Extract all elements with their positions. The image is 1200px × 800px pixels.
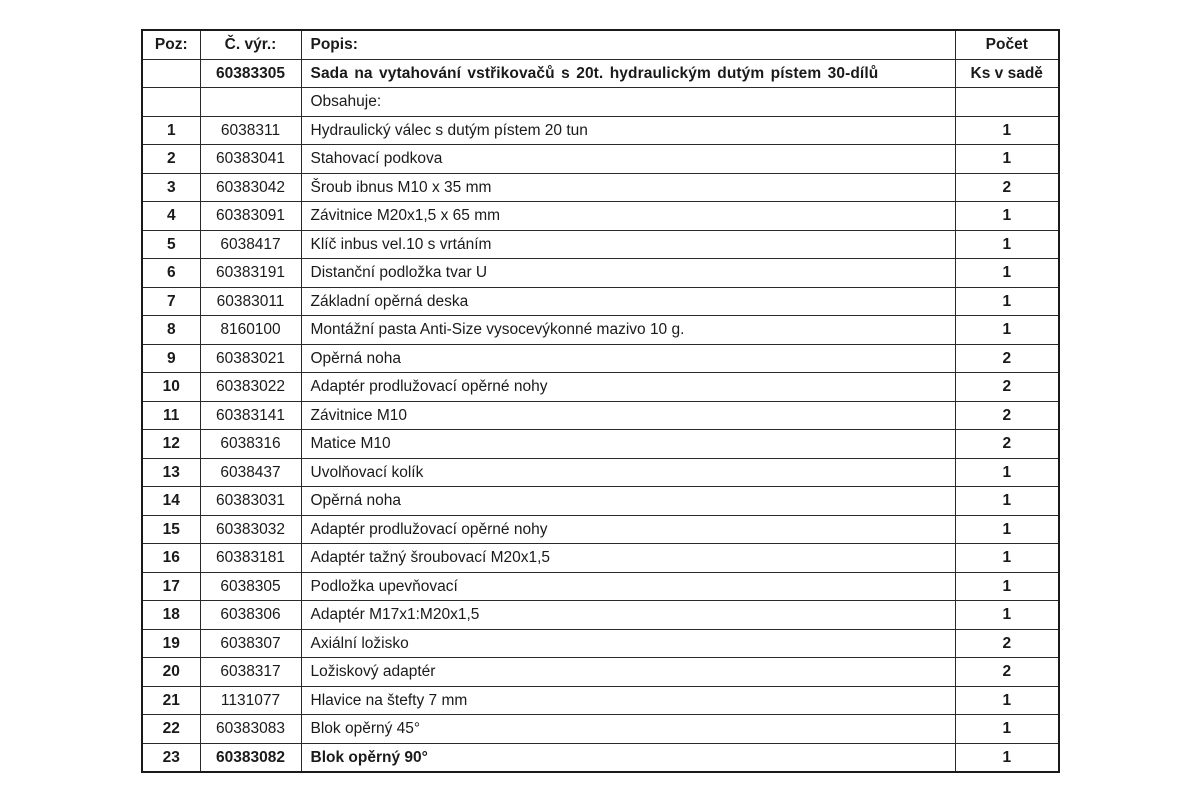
row-description: Základní opěrná deska	[301, 287, 955, 316]
row-code: 60383083	[200, 715, 301, 744]
row-quantity: 2	[955, 629, 1059, 658]
kit-quantity-label: Ks v sadě	[955, 59, 1059, 88]
kit-description: Sada na vytahování vstřikovačů s 20t. hydraulickým dutým pístem 30-dílů	[301, 59, 955, 88]
table-row	[142, 230, 1059, 259]
row-description: Závitnice M20x1,5 x 65 mm	[301, 202, 955, 231]
row-pos: 10	[142, 373, 200, 402]
table-row	[142, 316, 1059, 345]
parts-list-sheet	[141, 29, 1058, 773]
contains-label: Obsahuje:	[301, 88, 955, 117]
contains-code-empty	[200, 88, 301, 117]
row-pos: 7	[142, 287, 200, 316]
row-code: 6038437	[200, 458, 301, 487]
row-quantity: 1	[955, 316, 1059, 345]
row-quantity: 1	[955, 544, 1059, 573]
table-row	[142, 287, 1059, 316]
table-row	[142, 658, 1059, 687]
row-description: Klíč inbus vel.10 s vrtáním	[301, 230, 955, 259]
kit-row	[142, 59, 1059, 88]
row-quantity: 1	[955, 743, 1059, 772]
row-pos: 15	[142, 515, 200, 544]
row-code: 60383022	[200, 373, 301, 402]
row-quantity: 1	[955, 116, 1059, 145]
table-row	[142, 572, 1059, 601]
row-description: Opěrná noha	[301, 344, 955, 373]
row-quantity: 2	[955, 344, 1059, 373]
row-description: Hlavice na štefty 7 mm	[301, 686, 955, 715]
row-quantity: 2	[955, 658, 1059, 687]
row-description: Distanční podložka tvar U	[301, 259, 955, 288]
row-code: 6038311	[200, 116, 301, 145]
row-quantity: 1	[955, 287, 1059, 316]
row-code: 60383032	[200, 515, 301, 544]
kit-code: 60383305	[200, 59, 301, 88]
table-header-row	[142, 30, 1059, 59]
row-pos: 23	[142, 743, 200, 772]
row-quantity: 1	[955, 572, 1059, 601]
row-code: 6038316	[200, 430, 301, 459]
row-pos: 9	[142, 344, 200, 373]
row-code: 60383082	[200, 743, 301, 772]
row-pos: 4	[142, 202, 200, 231]
row-quantity: 1	[955, 487, 1059, 516]
table-row	[142, 145, 1059, 174]
row-description: Závitnice M10	[301, 401, 955, 430]
row-code: 6038306	[200, 601, 301, 630]
row-pos: 1	[142, 116, 200, 145]
table-row	[142, 401, 1059, 430]
row-code: 60383181	[200, 544, 301, 573]
table-row	[142, 515, 1059, 544]
header-description: Popis:	[301, 30, 955, 59]
row-description: Opěrná noha	[301, 487, 955, 516]
contains-pos-empty	[142, 88, 200, 117]
row-pos: 5	[142, 230, 200, 259]
row-description: Stahovací podkova	[301, 145, 955, 174]
row-description: Montážní pasta Anti-Size vysocevýkonné mazivo 10 g.	[301, 316, 955, 345]
row-quantity: 1	[955, 259, 1059, 288]
table-row	[142, 715, 1059, 744]
row-quantity: 1	[955, 145, 1059, 174]
row-description: Adaptér prodlužovací opěrné nohy	[301, 515, 955, 544]
row-code: 6038317	[200, 658, 301, 687]
row-description: Adaptér prodlužovací opěrné nohy	[301, 373, 955, 402]
row-quantity: 1	[955, 230, 1059, 259]
row-quantity: 2	[955, 373, 1059, 402]
table-row	[142, 430, 1059, 459]
parts-table	[141, 29, 1060, 773]
row-code: 6038307	[200, 629, 301, 658]
row-quantity: 2	[955, 430, 1059, 459]
row-code: 6038305	[200, 572, 301, 601]
row-pos: 14	[142, 487, 200, 516]
contains-row	[142, 88, 1059, 117]
row-code: 6038417	[200, 230, 301, 259]
table-row	[142, 373, 1059, 402]
row-pos: 2	[142, 145, 200, 174]
row-description: Blok opěrný 45°	[301, 715, 955, 744]
row-pos: 3	[142, 173, 200, 202]
row-quantity: 1	[955, 715, 1059, 744]
row-pos: 6	[142, 259, 200, 288]
table-row	[142, 629, 1059, 658]
row-quantity: 2	[955, 401, 1059, 430]
table-row	[142, 743, 1059, 772]
table-row	[142, 458, 1059, 487]
header-code: Č. výr.:	[200, 30, 301, 59]
row-pos: 22	[142, 715, 200, 744]
contains-qty-empty	[955, 88, 1059, 117]
table-row	[142, 344, 1059, 373]
row-pos: 8	[142, 316, 200, 345]
header-quantity: Počet	[955, 30, 1059, 59]
row-description: Hydraulický válec s dutým pístem 20 tun	[301, 116, 955, 145]
row-code: 60383141	[200, 401, 301, 430]
table-row	[142, 173, 1059, 202]
row-pos: 17	[142, 572, 200, 601]
row-code: 60383091	[200, 202, 301, 231]
table-row	[142, 116, 1059, 145]
row-description: Podložka upevňovací	[301, 572, 955, 601]
row-quantity: 1	[955, 601, 1059, 630]
row-code: 60383031	[200, 487, 301, 516]
row-pos: 16	[142, 544, 200, 573]
table-row	[142, 686, 1059, 715]
row-description: Adaptér tažný šroubovací M20x1,5	[301, 544, 955, 573]
row-code: 60383011	[200, 287, 301, 316]
row-code: 60383021	[200, 344, 301, 373]
row-code: 60383042	[200, 173, 301, 202]
row-description: Ložiskový adaptér	[301, 658, 955, 687]
row-pos: 13	[142, 458, 200, 487]
row-code: 8160100	[200, 316, 301, 345]
row-code: 1131077	[200, 686, 301, 715]
table-row	[142, 259, 1059, 288]
row-pos: 21	[142, 686, 200, 715]
row-quantity: 2	[955, 173, 1059, 202]
table-row	[142, 601, 1059, 630]
row-description: Matice M10	[301, 430, 955, 459]
row-pos: 12	[142, 430, 200, 459]
row-quantity: 1	[955, 686, 1059, 715]
row-description: Axiální ložisko	[301, 629, 955, 658]
row-pos: 19	[142, 629, 200, 658]
kit-pos-empty	[142, 59, 200, 88]
row-code: 60383191	[200, 259, 301, 288]
row-pos: 20	[142, 658, 200, 687]
row-description: Adaptér M17x1:M20x1,5	[301, 601, 955, 630]
row-quantity: 1	[955, 202, 1059, 231]
row-quantity: 1	[955, 515, 1059, 544]
row-description: Šroub ibnus M10 x 35 mm	[301, 173, 955, 202]
row-description: Uvolňovací kolík	[301, 458, 955, 487]
row-quantity: 1	[955, 458, 1059, 487]
header-pos: Poz:	[142, 30, 200, 59]
row-pos: 18	[142, 601, 200, 630]
row-description: Blok opěrný 90°	[301, 743, 955, 772]
row-code: 60383041	[200, 145, 301, 174]
row-pos: 11	[142, 401, 200, 430]
table-row	[142, 544, 1059, 573]
table-row	[142, 202, 1059, 231]
table-row	[142, 487, 1059, 516]
